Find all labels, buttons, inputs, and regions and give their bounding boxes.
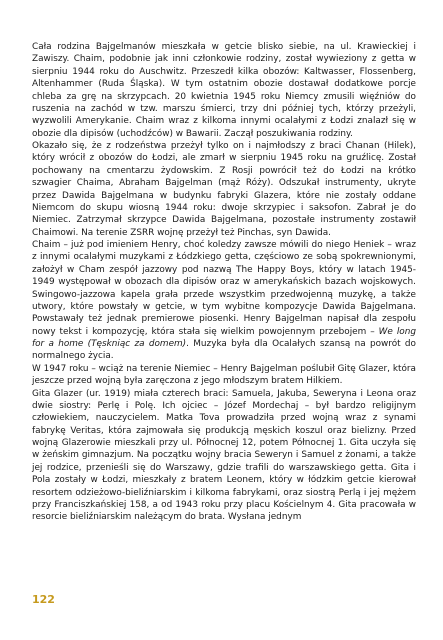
paragraph: Okazało się, że z rodzeństwa przeżył tylko on i najmłodszy z braci Chanan (Hilek), który wrócił z obozów do Łodzi, ale zmarł w sierpniu 1945 roku na gruźlicę. Został pochowany na cmentarzu żydowskim. Z Rosji powrócił też do Łodzi na krótko szwagier Chaima, Abraham Bajgelman (mąż Róży). Odszukał instrumenty, ukryte przez Dawida Bajgelmana w budynku fabryki Glazera, które nie zostały oddane Niemcom do skupu wiosną 1944 roku: dwoje skrzypiec i saksofon. Zabrał je do Niemiec. Zatrzymał skrzypce Dawida Bajgelmana, pozostałe instrumenty zostawił Chaimowi. Na terenie ZSRR wojnę przeżył też Pinchas, syn Dawida. — [32, 141, 416, 238]
song-title: We long for a home (Tęskniąc za domem) — [32, 326, 416, 349]
page-number: 122 — [32, 593, 55, 606]
paragraph-text: . Muzyka była dla Ocalałych szansą na powrót do normalnego życia. — [32, 339, 416, 362]
paragraph: Gita Glazer (ur. 1919) miała czterech braci: Samuela, Jakuba, Seweryna i Leona oraz dwie siostry: Perlę i Polę. Ich ojciec – Józef Mordechaj – był bardzo religijnym człowiekiem, nauczycielem. Matka Tova prowadziła przed wojną wraz z synami fabrykę Veritas, która zajmowała się produkcją męskich koszul oraz bielizny. Przed wojną Glazerowie mieszkali przy ul. Północnej 12, potem Północnej 1. Gita uczyła się w żeńskim gimnazjum. Na początku wojny bracia Seweryn i Samuel z żonami, a także jej rodzice, przenieśli się do Warszawy, gdzie trafili do warszawskiego getta. Gita i Pola zostały w Łodzi, mieszkały z bratem Leonem, który w łódzkim getcie kierował resortem odzieżowo-bieliźniarskim i kilkoma fabrykami, oraz siostrą Perlą i jej mężem przy Franciszkańskiej 158, a od 1943 roku przy placu Kościelnym 4. Gita pracowała w resorcie bieliźniarskim należącym do brata. Wysłana jednym — [32, 388, 416, 523]
body-text — [32, 41, 416, 524]
paragraph: W 1947 roku – wciąż na terenie Niemiec – Henry Bajgelman poślubił Gitę Glazer, która jeszcze przed wojną była zaręczona z jego młodszym bratem Hilkiem. — [32, 363, 416, 387]
paragraph — [32, 239, 416, 363]
paragraph: Cała rodzina Bajgelmanów mieszkała w getcie blisko siebie, na ul. Krawieckiej i Zawiszy. Chaim, podobnie jak inni członkowie rodziny, został wywieziony z getta w sierpniu 1944 roku do Auschwitz. Przeszedł kilka obozów: Kaltwasser, Flossenberg, Altenhammer (Ruda Śląska). W tym ostatnim obozie dostawał dodatkowe porcje chleba za grę na skrzypcach. 20 kwietnia 1945 roku Niemcy zmusili więźniów do ruszenia na zachód w tzw. marszu śmierci, trzy dni później tych, którzy przeżyli, wyzwolili Amerykanie. Chaim wraz z kilkoma innymi ocalałymi z Łodzi znalazł się w obozie dla dipisów (uchodźców) w Bawarii. Zaczął poszukiwania rodziny. — [32, 42, 416, 139]
paragraph-text: Chaim – już pod imieniem Henry, choć koledzy zawsze mówili do niego Heniek – wraz z innymi ocalałymi muzykami z Łódzkiego getta, częściowo ze sobą spokrewnionymi, założył w Cham zespół jazzowy pod nazwą The Happy Boys, który w latach 1945-1949 występował w obozach dla dipisów oraz w amerykańskich bazach wojskowych. Swingowo-jazzowa kapela grała przede wszystkim przedwojenną muzykę, a także utwory, które powstały w getcie, w tym wybitne kompozycje Dawida Bajgelmana. Powstawały też jednak premierowe piosenki. Henry Bajgelman napisał dla zespołu nowy tekst i kompozycję, która stała się wielkim powojennym przebojem – — [32, 240, 416, 337]
